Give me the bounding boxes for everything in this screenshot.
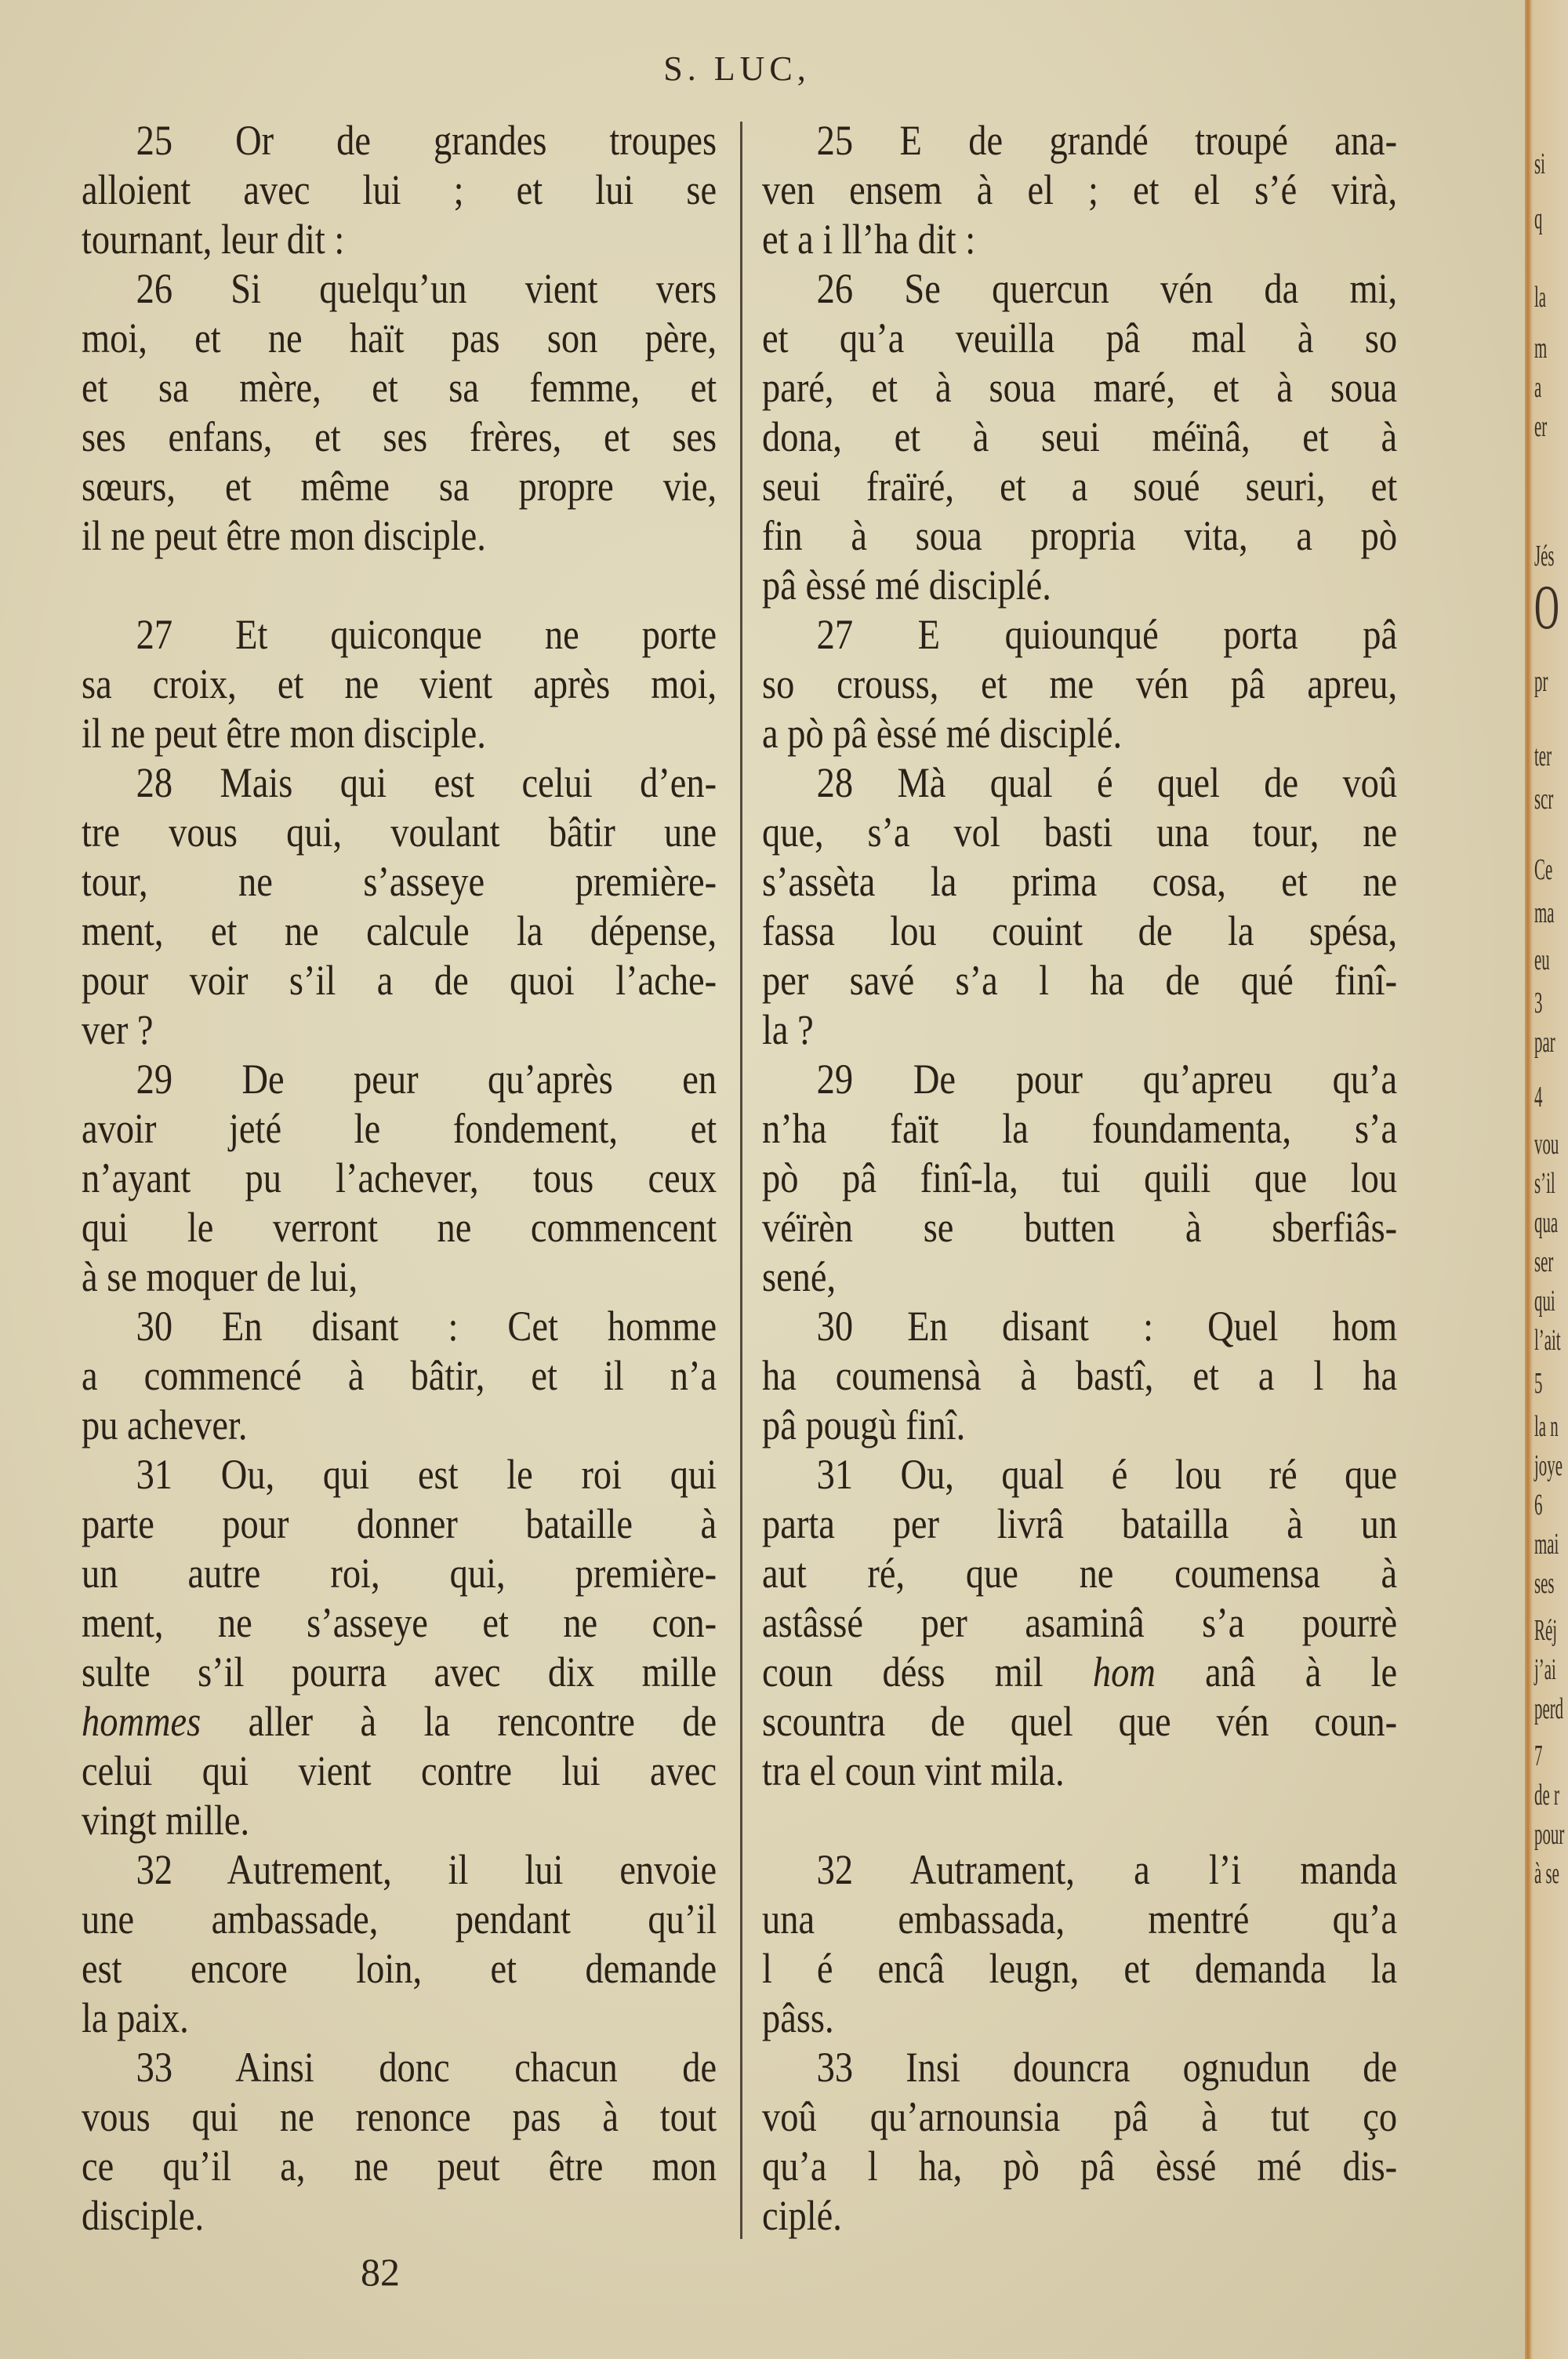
text-line: sulte s’il pourra avec dix mille [82, 1648, 717, 1696]
text-line: la ? [762, 1006, 814, 1053]
page-number: 82 [361, 2250, 400, 2294]
facing-page-fragment: perd [1534, 1692, 1564, 1725]
text-line: 29 De peur qu’après en [136, 1056, 717, 1103]
text-line: qu’a l ha, pò pâ èssé mé dis- [762, 2143, 1398, 2190]
facing-page-fragment: à se [1534, 1857, 1559, 1890]
text-line: so crouss, et me vén pâ apreu, [762, 660, 1398, 707]
piedmontese-column [762, 116, 1399, 2241]
text-line: ven ensem à el ; et el s’é virà, [762, 166, 1398, 213]
text-line: sa croix, et ne vient après moi, [82, 660, 717, 707]
facing-page-fragment: j’ai [1534, 1653, 1556, 1686]
facing-page-fragment: q [1534, 202, 1543, 235]
text-line: celui qui vient contre lui avec [82, 1747, 717, 1794]
line-text: coun déss mil [762, 1648, 1044, 1696]
facing-page-fragment: O [1534, 573, 1559, 642]
text-line: pâ pougù finî. [762, 1401, 966, 1448]
blank-line [762, 1796, 1397, 1845]
text-line: n’ayant pu l’achever, tous ceux [82, 1154, 717, 1201]
text-line: que, s’a vol basti una tour, ne [762, 809, 1398, 856]
text-line: 28 Mais qui est celui d’en- [136, 759, 717, 806]
text-line: véïrèn se butten à sberfiâs- [762, 1204, 1398, 1251]
facing-page-fragment: la [1534, 281, 1547, 314]
facing-page-fragment: par [1534, 1026, 1555, 1059]
text-line: tre vous qui, voulant bâtir une [82, 809, 717, 856]
facing-page-edge [1525, 0, 1568, 2359]
text-line: il ne peut être mon disciple. [82, 710, 486, 757]
text-line: disciple. [82, 2192, 205, 2239]
text-line: 25 E de grandé troupé ana- [816, 117, 1398, 164]
text-line: pour voir s’il a de quoi l’ache- [82, 957, 717, 1004]
italic-word: hommes [82, 1698, 201, 1745]
facing-page-fragment: qui [1534, 1285, 1555, 1318]
facing-page-fragment: ser [1534, 1245, 1554, 1278]
facing-page-fragment: er [1534, 410, 1548, 443]
facing-page-fragment: si [1534, 147, 1545, 180]
facing-page-fragment: joye [1534, 1449, 1563, 1482]
text-line: et sa mère, et sa femme, et [82, 364, 717, 411]
text-line: dona, et à seui méïnâ, et à [762, 413, 1398, 460]
text-line: sené, [762, 1253, 837, 1300]
facing-page-fragment: vou [1534, 1128, 1559, 1161]
text-line: l é encâ leugn, et demanda la [762, 1945, 1398, 1992]
text-line: pâss. [762, 1994, 834, 2041]
text-line: qui le verront ne commencent [82, 1204, 717, 1251]
text-line: 32 Autrament, a l’i manda [816, 1846, 1398, 1893]
facing-page-fragment: 6 [1534, 1488, 1543, 1521]
text-line: a commencé à bâtir, et il n’a [82, 1352, 717, 1399]
text-line: une ambassade, pendant qu’il [82, 1896, 717, 1943]
text-line: et qu’a veuilla pâ mal à so [762, 314, 1398, 362]
text-line: 27 E quiounqué porta pâ [816, 611, 1398, 658]
italic-word: hom [1092, 1648, 1156, 1696]
text-line: seui fraïré, et a soué seuri, et [762, 463, 1398, 510]
running-title: S. LUC, [663, 49, 811, 88]
line-text: anâ à le [1205, 1648, 1398, 1696]
text-line: pu achever. [82, 1401, 248, 1448]
facing-page-fragment: a [1534, 371, 1542, 404]
text-line: vous qui ne renonce pas à tout [82, 2093, 717, 2140]
text-line: sœurs, et même sa propre vie, [82, 463, 717, 510]
text-line: parta per livrâ bataillа à un [762, 1500, 1398, 1547]
line-text: aller à la rencontre de [248, 1698, 717, 1745]
facing-page-fragment: 5 [1534, 1367, 1543, 1400]
text-line: alloient avec lui ; et lui se [82, 166, 717, 213]
facing-page-fragment: 3 [1534, 987, 1543, 1020]
text-line: pâ èssé mé disciplé. [762, 562, 1051, 609]
text-line: astâssé per asaminâ s’a pourrè [762, 1599, 1398, 1646]
facing-page-fragment: qua [1534, 1206, 1559, 1239]
facing-page-fragment: 7 [1534, 1739, 1543, 1772]
french-column [82, 116, 717, 2241]
text-line: ver ? [82, 1006, 154, 1053]
facing-page-fragment: Réj [1534, 1614, 1558, 1647]
text-line: 31 Ou, qual é lou ré que [816, 1451, 1398, 1498]
text-line: 29 De pour qu’apreu qu’a [816, 1056, 1398, 1103]
text-line: voû qu’arnounsia pâ à tut ço [762, 2093, 1398, 2140]
text-line: s’assèta la prima cosa, et ne [762, 858, 1398, 905]
text-line: 31 Ou, qui est le roi qui [136, 1451, 717, 1498]
text-line: un autre roi, qui, première- [82, 1550, 717, 1597]
text-line: 26 Si quelqu’un vient vers [136, 265, 717, 312]
text-line: 25 Or de grandes troupes [136, 117, 717, 164]
facing-page-fragment: l’ait [1534, 1324, 1561, 1357]
text-line: moi, et ne haït pas son père, [82, 314, 717, 362]
text-line: avoir jeté le fondement, et [82, 1105, 717, 1152]
blank-line [82, 561, 717, 610]
text-line: scountra de quel que vén coun- [762, 1698, 1398, 1745]
facing-page-fragment: ma [1534, 896, 1555, 929]
text-line: 30 En disant : Quel hom [816, 1303, 1398, 1350]
text-line: ha coumensà à bastî, et a l ha [762, 1352, 1398, 1399]
text-line: fassa lou couint de la spésa, [762, 907, 1398, 954]
column-divider [740, 122, 742, 2239]
text-line: 28 Mà qual é quel de voû [816, 759, 1398, 806]
facing-page-fragment: m [1534, 332, 1548, 365]
facing-page-fragment: Ce [1534, 853, 1553, 886]
facing-page-fragment: eu [1534, 943, 1550, 976]
text-line: fin à soua propria vita, a pò [762, 512, 1398, 559]
text-line: aut ré, que ne coumensa à [762, 1550, 1398, 1597]
text-line: ce qu’il a, ne peut être mon [82, 2143, 717, 2190]
facing-page-fragment: ses [1534, 1567, 1555, 1600]
facing-page-fragment: pour [1534, 1818, 1565, 1851]
facing-page-fragment: ter [1534, 740, 1552, 772]
text-line: ciplé. [762, 2192, 842, 2239]
facing-page-fragment: mai [1534, 1528, 1559, 1561]
text-line: ses enfans, et ses frères, et ses [82, 413, 717, 460]
text-line: pò pâ finî-la, tui quili que lou [762, 1154, 1398, 1201]
text-line: 33 Insi douncra ognudun de [816, 2044, 1398, 2091]
text-line: paré, et à soua maré, et à soua [762, 364, 1398, 411]
text-line: la paix. [82, 1994, 189, 2041]
text-line: a pò pâ èssé mé disciplé. [762, 710, 1123, 757]
text-line [762, 1648, 1397, 1697]
text-line: 27 Et quiconque ne porte [136, 611, 717, 658]
text-line: parte pour donner bataille à [82, 1500, 717, 1547]
facing-page-fragment: s’il [1534, 1167, 1555, 1200]
text-line: est encore loin, et demande [82, 1945, 717, 1992]
text-line: tra el coun vint mila. [762, 1747, 1065, 1794]
text-line: ment, et ne calcule la dépense, [82, 907, 717, 954]
facing-page-fragment: pr [1534, 665, 1548, 698]
text-line: una embassada, mentré qu’a [762, 1896, 1398, 1943]
text-line: 30 En disant : Cet homme [136, 1303, 717, 1350]
facing-page-fragment: de r [1534, 1779, 1559, 1812]
text-line: 32 Autrement, il lui envoie [136, 1846, 717, 1893]
text-line: il ne peut être mon disciple. [82, 512, 486, 559]
facing-page-fragment: 4 [1534, 1081, 1543, 1114]
text-line: tournant, leur dit : [82, 216, 345, 263]
facing-page-fragment: la n [1534, 1410, 1559, 1443]
text-line: 26 Se quercun vén da mi, [816, 265, 1398, 312]
text-line [82, 1697, 717, 1747]
text-line: tour, ne s’asseye première- [82, 858, 717, 905]
text-line: per savé s’a l ha de qué finî- [762, 957, 1398, 1004]
facing-page-fragment: scr [1534, 783, 1554, 816]
text-line: ment, ne s’asseye et ne con- [82, 1599, 717, 1646]
facing-page-fragment: Jés [1534, 540, 1555, 572]
text-line: n’ha faït la foundamenta, s’a [762, 1105, 1398, 1152]
text-line: vingt mille. [82, 1797, 250, 1844]
text-line: à se moquer de lui, [82, 1253, 358, 1300]
text-line: et a i ll’ha dit : [762, 216, 976, 263]
text-line: 33 Ainsi donc chacun de [136, 2044, 717, 2091]
